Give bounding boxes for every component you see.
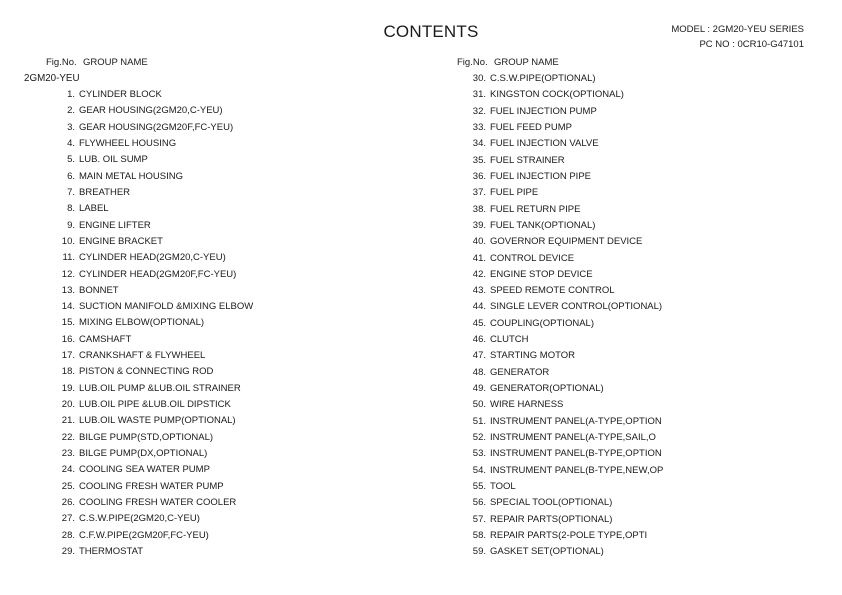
group-name: INSTRUMENT PANEL(A-TYPE,SAIL,O	[490, 432, 656, 444]
fig-number: 32.	[472, 105, 486, 117]
group-name: ENGINE LIFTER	[79, 219, 151, 231]
group-name: FUEL INJECTION VALVE	[490, 138, 599, 150]
fig-number: 38.	[472, 203, 486, 215]
fig-number: 13.	[61, 284, 75, 296]
fig-number: 57.	[472, 513, 486, 525]
fig-number: 21.	[61, 415, 75, 427]
group-name: C.F.W.PIPE(2GM20F,FC-YEU)	[79, 529, 209, 541]
group-name: COOLING FRESH WATER COOLER	[79, 497, 237, 508]
group-name: CLUTCH	[490, 334, 529, 346]
fig-number: 22.	[61, 431, 75, 443]
group-name: INSTRUMENT PANEL(A-TYPE,OPTION	[490, 415, 662, 427]
group-name: LABEL	[79, 203, 109, 215]
fig-number: 11.	[62, 252, 75, 264]
group-name: CYLINDER BLOCK	[79, 89, 162, 100]
group-name: FLYWHEEL HOUSING	[79, 137, 177, 149]
group-name: COOLING SEA WATER PUMP	[79, 464, 210, 476]
group-name: WIRE HARNESS	[490, 399, 564, 411]
fig-number: 59.	[472, 546, 486, 558]
group-name: GENERATOR	[490, 366, 550, 378]
group-name: INSTRUMENT PANEL(B-TYPE,OPTION	[490, 448, 662, 460]
group-name: KINGSTON COCK(OPTIONAL)	[490, 89, 624, 101]
model-group-heading: 2GM20-YEU	[24, 73, 80, 84]
group-name: C.S.W.PIPE(OPTIONAL)	[490, 73, 596, 84]
fig-no-header: Fig.No.	[46, 57, 77, 68]
fig-number: 23.	[61, 448, 75, 460]
group-name: COUPLING(OPTIONAL)	[490, 317, 594, 329]
fig-number: 12.	[61, 268, 75, 280]
fig-number: 8.	[67, 203, 75, 215]
group-name: MAIN METAL HOUSING	[79, 170, 183, 182]
group-name: FUEL STRAINER	[490, 154, 565, 166]
fig-number: 18.	[61, 366, 75, 378]
group-name-header: GROUP NAME	[494, 57, 559, 68]
fig-number: 5.	[67, 154, 75, 166]
group-name: BILGE PUMP(STD,OPTIONAL)	[79, 431, 214, 443]
group-name: REPAIR PARTS(OPTIONAL)	[490, 513, 613, 525]
group-name: CYLINDER HEAD(2GM20F,FC-YEU)	[79, 268, 237, 280]
fig-number: 6.	[67, 170, 75, 182]
group-name: BREATHER	[79, 186, 131, 198]
group-name: CAMSHAFT	[79, 333, 132, 345]
group-name: ENGINE BRACKET	[79, 235, 163, 247]
fig-number: 29.	[61, 545, 75, 557]
fig-number: 48.	[472, 366, 486, 378]
fig-number: 42.	[472, 268, 486, 280]
fig-number: 40.	[472, 236, 486, 248]
group-name: MIXING ELBOW(OPTIONAL)	[79, 317, 205, 329]
group-name: FUEL FEED PUMP	[490, 121, 572, 133]
group-name: FUEL INJECTION PUMP	[490, 105, 597, 117]
fig-number: 26.	[61, 497, 75, 508]
group-name: GASKET SET(OPTIONAL)	[490, 546, 604, 558]
model-label: MODEL : 2GM20-YEU SERIES	[671, 24, 804, 35]
fig-number: 10.	[61, 235, 75, 247]
group-name: GEAR HOUSING(2GM20F,FC-YEU)	[79, 121, 234, 133]
fig-number: 36.	[472, 170, 486, 182]
group-name: GENERATOR(OPTIONAL)	[490, 383, 604, 395]
fig-number: 46.	[472, 334, 486, 346]
group-name: CONTROL DEVICE	[490, 252, 575, 264]
fig-number: 56.	[472, 497, 486, 509]
fig-number: 24.	[61, 464, 75, 476]
fig-number: 50.	[472, 399, 486, 411]
group-name: CRANKSHAFT & FLYWHEEL	[79, 350, 206, 362]
left-column-header	[46, 57, 148, 68]
fig-number: 45.	[472, 317, 486, 329]
right-column-header	[457, 57, 559, 68]
fig-number: 51.	[472, 415, 486, 427]
group-name: PISTON & CONNECTING ROD	[79, 366, 214, 378]
group-name: FUEL TANK(OPTIONAL)	[490, 219, 596, 231]
fig-number: 3.	[67, 121, 75, 133]
fig-number: 43.	[472, 285, 486, 297]
fig-number: 33.	[472, 121, 486, 133]
fig-number: 9.	[67, 219, 75, 231]
group-name: GOVERNOR EQUIPMENT DEVICE	[490, 236, 643, 248]
group-name: BILGE PUMP(DX,OPTIONAL)	[79, 448, 208, 460]
fig-number: 1.	[67, 89, 75, 100]
fig-number: 37.	[472, 187, 486, 199]
group-name: C.S.W.PIPE(2GM20,C-YEU)	[79, 513, 200, 525]
fig-number: 55.	[472, 481, 486, 492]
group-name: FUEL INJECTION PIPE	[490, 170, 591, 182]
group-name: GEAR HOUSING(2GM20,C-YEU)	[79, 105, 223, 117]
group-name: CYLINDER HEAD(2GM20,C-YEU)	[79, 252, 226, 264]
fig-number: 27.	[61, 513, 75, 525]
group-name: STARTING MOTOR	[490, 350, 575, 362]
group-name: SUCTION MANIFOLD &MIXING ELBOW	[79, 301, 254, 313]
group-name: SINGLE LEVER CONTROL(OPTIONAL)	[490, 301, 663, 313]
fig-number: 53.	[472, 448, 486, 460]
fig-number: 58.	[472, 529, 486, 541]
fig-number: 4.	[67, 137, 75, 149]
group-name: LUB.OIL PIPE &LUB.OIL DIPSTICK	[79, 399, 231, 411]
fig-number: 20.	[61, 399, 75, 411]
fig-number: 47.	[472, 350, 486, 362]
fig-number: 14.	[61, 301, 75, 313]
group-name: COOLING FRESH WATER PUMP	[79, 480, 224, 492]
fig-number: 19.	[61, 382, 75, 394]
fig-number: 52.	[472, 432, 486, 444]
fig-number: 2.	[67, 105, 75, 117]
fig-number: 7.	[67, 186, 75, 198]
group-name: THERMOSTAT	[79, 545, 144, 557]
group-name: INSTRUMENT PANEL(B-TYPE,NEW,OP	[490, 464, 664, 476]
fig-number: 54.	[472, 464, 486, 476]
fig-number: 44.	[472, 301, 486, 313]
group-name: TOOL	[490, 481, 516, 492]
group-name: SPECIAL TOOL(OPTIONAL)	[490, 497, 613, 509]
fig-number: 34.	[472, 138, 486, 150]
fig-number: 39.	[472, 219, 486, 231]
group-name-header: GROUP NAME	[83, 57, 148, 68]
fig-number: 15.	[61, 317, 75, 329]
fig-number: 16.	[61, 333, 75, 345]
fig-number: 25.	[61, 480, 75, 492]
group-name: LUB.OIL PUMP &LUB.OIL STRAINER	[79, 382, 241, 394]
group-name: FUEL RETURN PIPE	[490, 203, 581, 215]
fig-number: 31.	[472, 89, 486, 101]
group-name: LUB. OIL SUMP	[79, 154, 148, 166]
pc-number-label: PC NO : 0CR10-G47101	[699, 39, 804, 50]
fig-number: 28.	[61, 529, 75, 541]
fig-number: 35.	[472, 154, 486, 166]
group-name: FUEL PIPE	[490, 187, 539, 199]
fig-number: 41.	[472, 252, 486, 264]
group-name: REPAIR PARTS(2-POLE TYPE,OPTI	[490, 529, 648, 541]
group-name: ENGINE STOP DEVICE	[490, 268, 593, 280]
page-title: CONTENTS	[383, 22, 479, 41]
group-name: SPEED REMOTE CONTROL	[490, 285, 615, 297]
fig-no-header: Fig.No.	[457, 57, 488, 68]
group-name: BONNET	[79, 284, 119, 296]
fig-number: 17.	[61, 350, 75, 362]
group-name: LUB.OIL WASTE PUMP(OPTIONAL)	[79, 415, 236, 427]
fig-number: 30.	[472, 73, 486, 84]
fig-number: 49.	[472, 383, 486, 395]
